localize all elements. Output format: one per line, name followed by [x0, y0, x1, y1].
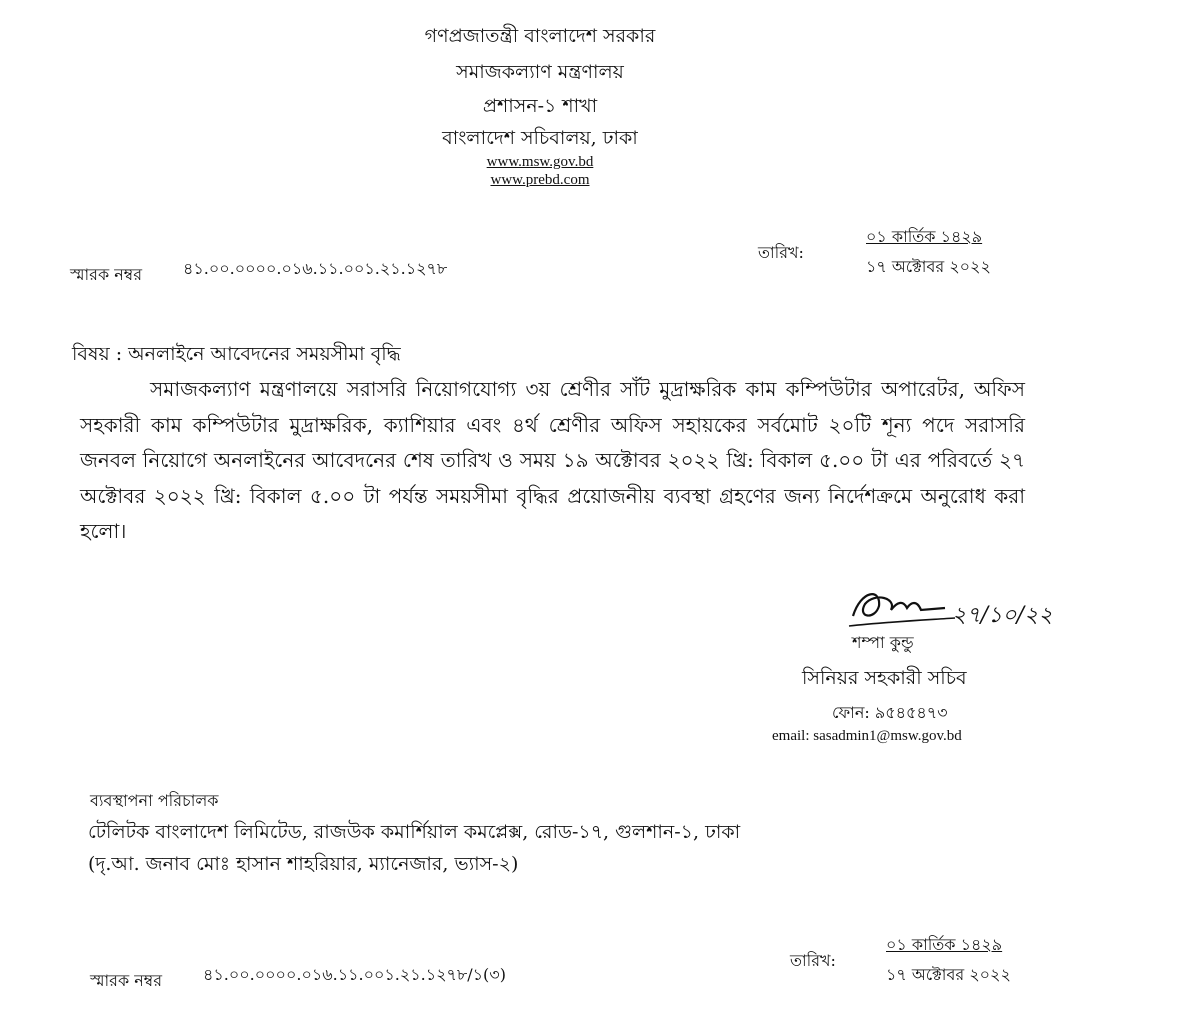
website-link-msw[interactable]: www.msw.gov.bd	[486, 154, 594, 170]
recipient-title: ব্যবস্থাপনা পরিচালক	[90, 791, 219, 810]
signatory-phone: ফোন: ৯৫৪৫৪৭৩	[832, 703, 948, 722]
memo-label: স্মারক নম্বর	[70, 265, 142, 284]
body-text: সমাজকল্যাণ মন্ত্রণালয়ে সরাসরি নিয়োগযোগ্য ৩য় শ্রেণীর সাঁট মুদ্রাক্ষরিক কাম কম্পিউটার অপারেটর, অফিস সহকারী কাম কম্পিউটার মুদ্রাক্ষরিক, ক্যাশিয়ার এবং ৪র্থ শ্রেণীর অফিস সহায়কের সর্বমোট ২০টি শূন্য পদে সরাসরি জনবল নিয়োগে অনলাইনের আবেদনের শেষ তারিখ ও সময় ১৯ অক্টোবর ২০২২ খ্রি: বিকাল ৫.০০ টা এর পরিবর্তে ২৭ অক্টোবর ২০২২ খ্রি: বিকাল ৫.০০ টা পর্যন্ত সময়সীমা বৃদ্ধির প্রয়োজনীয় ব্যবস্থা গ্রহণের জন্য নির্দেশক্রমে অনুরোধ করা হলো।	[80, 377, 1025, 543]
office-location: বাংলাদেশ সচিবালয়, ঢাকা	[442, 127, 638, 149]
memo2-label: স্মারক নম্বর	[90, 971, 162, 990]
ministry-name: সমাজকল্যাণ মন্ত্রণালয়	[456, 61, 624, 83]
date2-label: তারিখ:	[790, 951, 836, 970]
handwritten-date: ২৭/১০/২২	[952, 603, 1053, 628]
signatory-designation: সিনিয়র সহকারী সচিব	[802, 667, 967, 689]
memo-number: ৪১.০০.০০০০.০১৬.১১.০০১.২১.১২৭৮	[183, 259, 448, 278]
date-label: তারিখ:	[758, 243, 804, 262]
body-paragraph	[80, 372, 1025, 550]
date-bangla: ০১ কার্তিক ১৪২৯	[866, 227, 983, 246]
date-gregorian: ১৭ অক্টোবর ২০২২	[866, 257, 991, 276]
subject-line: বিষয় : অনলাইনে আবেদনের সময়সীমা বৃদ্ধি	[72, 343, 401, 365]
recipient-attention: (দৃ.আ. জনাব মোঃ হাসান শাহরিয়ার, ম্যানেজার, ভ্যাস-২)	[88, 853, 519, 875]
website-link-prebd[interactable]: www.prebd.com	[490, 172, 590, 188]
section-name: প্রশাসন-১ শাখা	[482, 95, 598, 117]
signatory-email: email: sasadmin1@msw.gov.bd	[772, 728, 962, 744]
recipient-address: টেলিটক বাংলাদেশ লিমিটেড, রাজউক কমার্শিয়াল কমপ্লেক্স, রোড-১৭, গুলশান-১, ঢাকা	[88, 821, 741, 843]
signatory-name: শম্পা কুন্ডু	[852, 633, 914, 652]
govt-title: গণপ্রজাতন্ত্রী বাংলাদেশ সরকার	[424, 25, 656, 47]
date2-bangla: ০১ কার্তিক ১৪২৯	[886, 935, 1003, 954]
date2-gregorian: ১৭ অক্টোবর ২০২২	[886, 965, 1011, 984]
memo2-number: ৪১.০০.০০০০.০১৬.১১.০০১.২১.১২৭৮/১(৩)	[203, 965, 506, 984]
